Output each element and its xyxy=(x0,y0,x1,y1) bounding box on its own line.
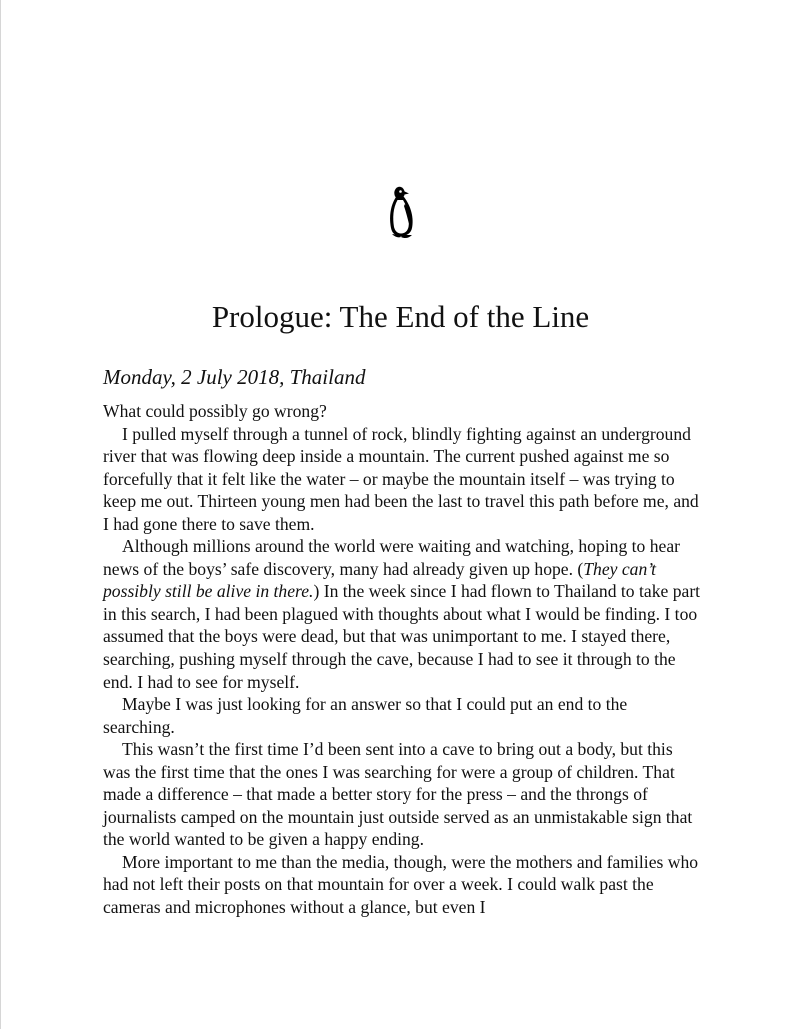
paragraph-3-part-a: Although millions around the world were waiting and watching, hoping to hear news of the boys’ safe discovery, many had already given up hope. ( xyxy=(103,536,681,579)
paragraph-2: I pulled myself through a tunnel of rock, blindly fighting against an underground river that was flowing deep inside a mountain. The current pushed against me so forcefully that it felt like the water – or maybe the mountain itself – was trying to keep me out. Thirteen young men had been the last to travel this path before me, and I had gone there to save them. xyxy=(103,423,699,534)
chapter-dateline: Monday, 2 July 2018, Thailand xyxy=(103,365,366,389)
paragraph-6: More important to me than the media, though, were the mothers and families who had not left their posts on that mountain for over a week. I could walk past the cameras and microphones without a glance, but even I xyxy=(103,851,699,918)
chapter-body xyxy=(103,400,703,919)
paragraph-3-italic: They can’t possibly still be alive in there. xyxy=(103,558,657,602)
paragraph-1: What could possibly go wrong? xyxy=(103,401,327,421)
paragraph-3-part-b: ) In the week since I had flown to Thailand to take part in this search, I had been plagued with thoughts about what I would be finding. I too assumed that the boys were dead, but that was unimportant to me. I stayed there, searching, pushing myself through the cave, because I had to see it through to the end. I had to see for myself. xyxy=(103,581,701,692)
paragraph-3 xyxy=(103,535,703,693)
penguin-icon xyxy=(387,184,415,240)
paragraph-5: This wasn’t the first time I’d been sent into a cave to bring out a body, but this was the first time that the ones I was searching for were a group of children. That made a difference – that made a better story for the press – and the throngs of journalists camped on the mountain just outside served as an unmistakable sign that the world wanted to be given a happy ending. xyxy=(103,739,693,850)
paragraph-4: Maybe I was just looking for an answer so that I could put an end to the searching. xyxy=(103,694,628,737)
chapter-title: Prologue: The End of the Line xyxy=(211,299,590,334)
